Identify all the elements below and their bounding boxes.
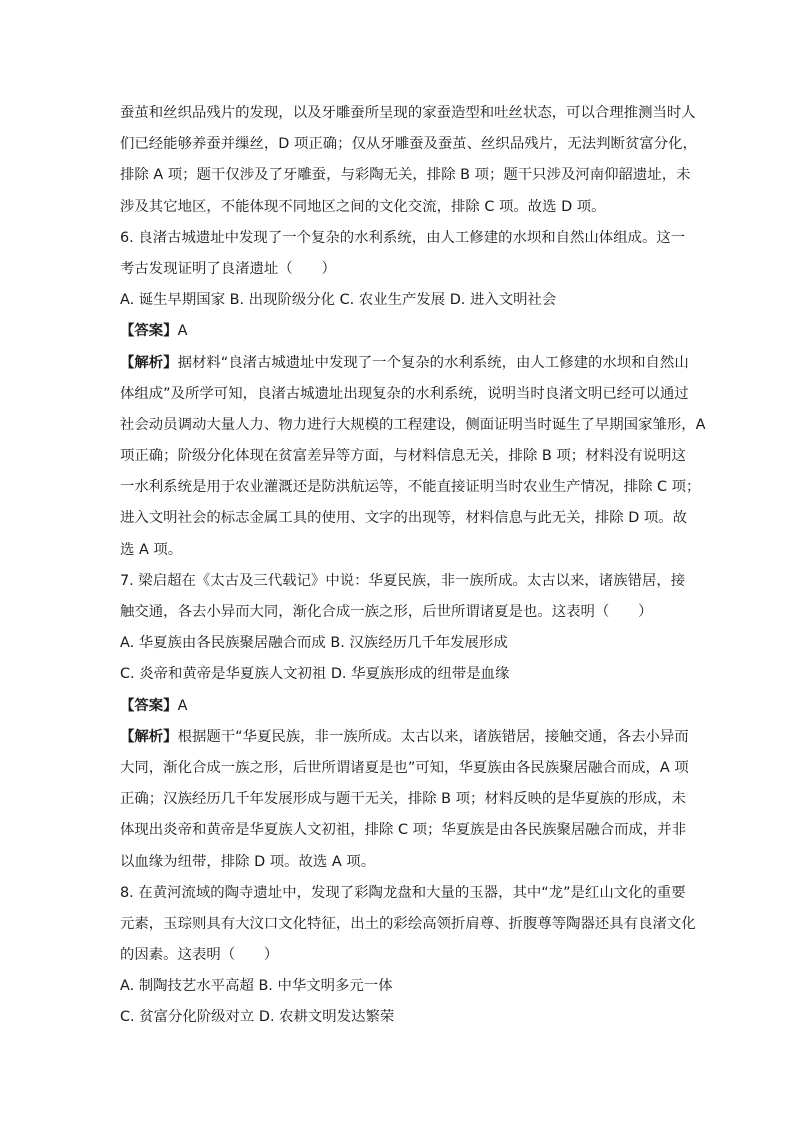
question-6-stem: 6. 良渚古城遗址中发现了一个复杂的水利系统，由人工修建的水坝和自然山体组成。这一	[120, 229, 686, 246]
question-7-stem: 7. 梁启超在《太古及三代载记》中说：华夏民族，非一族所成。太古以来，诸族错居，接	[120, 572, 686, 589]
text-line: 涉及其它地区，不能体现不同地区之间的文化交流，排除 C 项。故选 D 项。	[120, 198, 606, 215]
question-6-analysis: 体组成”及所学可知，良渚古城遗址出现复杂的水利系统，说明当时良渚文明已经可以通过	[120, 385, 689, 402]
question-6-analysis: 社会动员调动大量人力、物力进行大规模的工程建设，侧面证明当时诞生了早期国家雏形，A	[120, 416, 706, 433]
question-7-stem: 触交通，各去小异而大同，渐化合成一族之形，后世所谓诸夏是也。这表明（ ）	[120, 604, 653, 620]
question-6-stem: 考古发现证明了良渚遗址（ ）	[120, 260, 336, 277]
question-7-options: C. 炎帝和黄帝是华夏族人文初祖 D. 华夏族形成的纽带是血缘	[120, 666, 510, 683]
question-8-options: A. 制陶技艺水平高超 B. 中华文明多元一体	[120, 978, 393, 995]
answer-label: 【答案】	[120, 323, 178, 340]
question-7-analysis: 【解析】根据题干“华夏民族，非一族所成。太古以来，诸族错居，接触交通，各去小异而	[120, 728, 689, 745]
question-6-answer: 【答案】A	[120, 323, 188, 340]
question-6-analysis: 项正确；阶级分化体现在贫富差异等方面，与材料信息无关，排除 B 项；材料没有说明这	[120, 448, 686, 465]
document-body	[120, 98, 706, 1034]
analysis-label: 【解析】	[120, 354, 178, 371]
question-8-stem: 8. 在黄河流域的陶寺遗址中，发现了彩陶龙盘和大量的玉器，其中“龙”是红山文化的重要	[120, 884, 686, 901]
question-6-options: A. 诞生早期国家 B. 出现阶级分化 C. 农业生产发展 D. 进入文明社会	[120, 292, 557, 309]
question-7-analysis: 正确；汉族经历几千年发展形成与题干无关，排除 B 项；材料反映的是华夏族的形成，未	[120, 791, 686, 808]
question-8-stem: 的因素。这表明（ ）	[120, 947, 279, 964]
text-line: 蚕茧和丝织品残片的发现，以及牙雕蚕所呈现的家蚕造型和吐丝状态，可以合理推测当时人	[120, 105, 696, 121]
text-line: 排除 A 项；题干仅涉及了牙雕蚕，与彩陶无关，排除 B 项；题干只涉及河南仰韶遗址，未	[120, 167, 691, 184]
question-7-options: A. 华夏族由各民族聚居融合而成 B. 汉族经历几千年发展形成	[120, 635, 508, 652]
answer-label: 【答案】	[120, 697, 178, 714]
question-7-analysis: 体现出炎帝和黄帝是华夏族人文初祖，排除 C 项；华夏族是由各民族聚居融合而成，并非	[120, 822, 687, 839]
question-7-analysis: 大同，渐化合成一族之形，后世所谓诸夏是也”可知，华夏族由各民族聚居融合而成，A 项	[120, 759, 689, 776]
question-6-analysis: 选 A 项。	[120, 541, 183, 558]
question-8-stem: 元素，玉琮则具有大汶口文化特征，出土的彩绘高领折肩尊、折腹尊等陶器还具有良渚文化	[120, 915, 696, 932]
question-7-answer: 【答案】A	[120, 697, 188, 714]
question-6-analysis: 一水利系统是用于农业灌溉还是防洪航运等，不能直接证明当时农业生产情况，排除 C 项；	[120, 479, 701, 496]
question-8-options: C. 贫富分化阶级对立 D. 农耕文明发达繁荣	[120, 1009, 395, 1026]
text-line: 们已经能够养蚕并缫丝，D 项正确；仅从牙雕蚕及蚕茧、丝织品残片，无法判断贫富分化，	[120, 136, 697, 153]
question-7-analysis: 以血缘为纽带，排除 D 项。故选 A 项。	[120, 853, 376, 870]
question-6-analysis: 进入文明社会的标志金属工具的使用、文字的出现等，材料信息与此无关，排除 D 项。故	[120, 510, 688, 527]
question-6-analysis: 【解析】据材料“良渚古城遗址中发现了一个复杂的水利系统，由人工修建的水坝和自然山	[120, 354, 689, 371]
analysis-label: 【解析】	[120, 728, 178, 745]
